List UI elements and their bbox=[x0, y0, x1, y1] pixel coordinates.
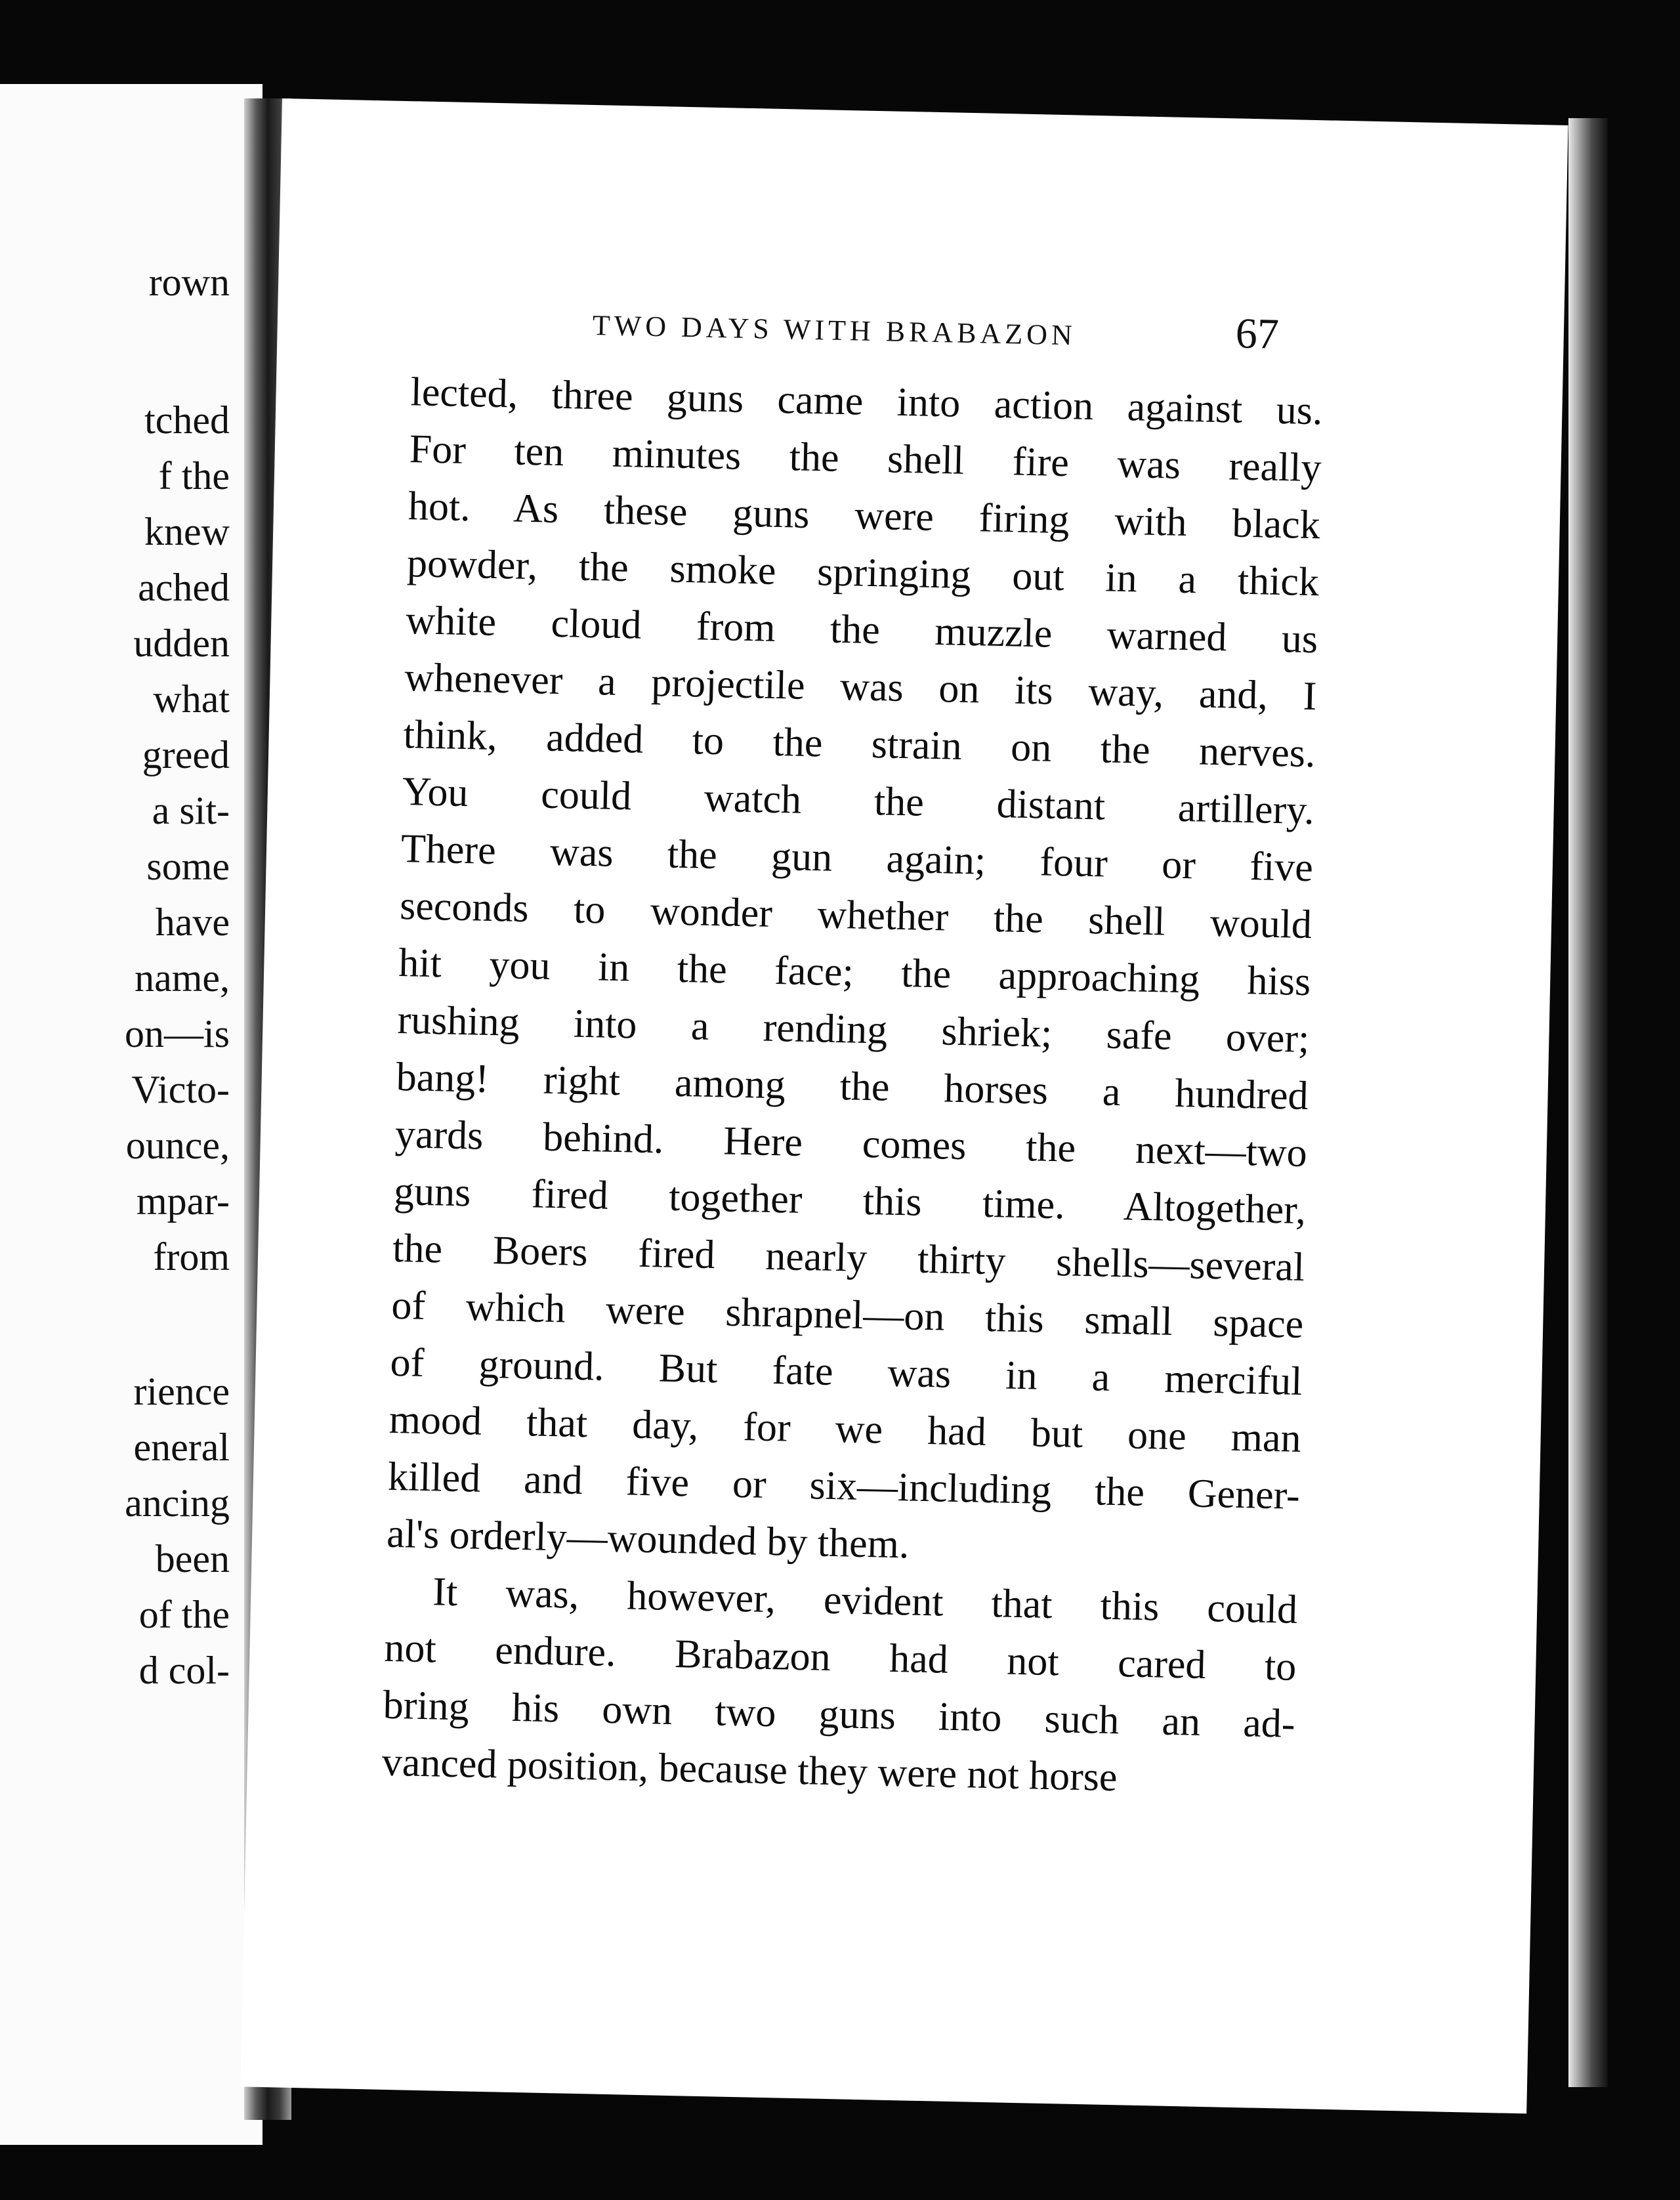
left-page-line: ounce, bbox=[125, 1124, 230, 1167]
text-line: vanced position, because they were not horse bbox=[381, 1739, 1118, 1800]
left-page-line: greed bbox=[142, 733, 230, 776]
text-line: bang! right among the horses a hundred bbox=[396, 1054, 1309, 1119]
text-line: guns fired together this time. Altogether, bbox=[393, 1168, 1307, 1233]
left-page-line: of the bbox=[138, 1593, 230, 1636]
left-page-line: rience bbox=[133, 1370, 230, 1413]
text-line: lected, three guns came into action against us. bbox=[410, 370, 1324, 434]
text-line: think, added to the strain on the nerves. bbox=[403, 712, 1316, 776]
text-line: rushing into a rending shriek; safe over; bbox=[396, 997, 1311, 1062]
left-page-line: d col- bbox=[138, 1649, 230, 1692]
text-line: the Boers fired nearly thirty shells—several bbox=[392, 1225, 1305, 1290]
page-edge bbox=[1568, 118, 1608, 2087]
text-line: There was the gun again; four or five bbox=[400, 826, 1314, 891]
left-page-line: been bbox=[155, 1537, 230, 1580]
text-line: seconds to wonder whether the shell would bbox=[399, 883, 1312, 948]
text-line: bring his own two guns into such an ad- bbox=[383, 1682, 1296, 1746]
text-line: of which were shrapnel—on this small space bbox=[390, 1282, 1304, 1347]
left-page bbox=[0, 84, 262, 2145]
text-line: white cloud from the muzzle warned us bbox=[405, 598, 1318, 662]
body-text bbox=[381, 364, 1323, 1810]
text-line: You could watch the distant artillery. bbox=[402, 769, 1315, 834]
text-line: killed and five or six—including the Gener- bbox=[387, 1454, 1301, 1518]
left-page-line: some bbox=[146, 845, 230, 888]
running-head: TWO DAYS WITH BRABAZON bbox=[592, 308, 1077, 352]
paragraph-2 bbox=[381, 1563, 1298, 1810]
text-line: not endure. Brabazon had not cared to bbox=[383, 1625, 1297, 1689]
left-page-line: from bbox=[153, 1235, 230, 1279]
text-line: hit you in the face; the approaching hiss bbox=[398, 941, 1311, 1005]
left-page-line: f the bbox=[158, 454, 230, 497]
text-line: mood that day, for we had but one man bbox=[388, 1397, 1302, 1461]
left-page-line: name, bbox=[135, 956, 230, 1000]
left-page-line: udden bbox=[133, 622, 230, 665]
text-line: of ground. But fate was in a merciful bbox=[389, 1340, 1303, 1404]
left-page-line: a sit- bbox=[152, 789, 230, 832]
left-page-line: what bbox=[153, 677, 230, 721]
left-page-line: tched bbox=[144, 398, 230, 442]
text-line: al's orderly—wounded by them. bbox=[386, 1511, 910, 1567]
text-line: It was, however, evident that this could bbox=[432, 1569, 1298, 1632]
left-page-line: ached bbox=[138, 566, 230, 609]
text-line: powder, the smoke springing out in a thick bbox=[406, 541, 1320, 605]
right-page bbox=[241, 98, 1568, 2113]
left-page-line: Victo- bbox=[131, 1068, 230, 1111]
left-page-line: ancing bbox=[125, 1481, 230, 1525]
text-line: hot. As these guns were firing with black bbox=[408, 484, 1321, 548]
page-number: 67 bbox=[1235, 309, 1280, 358]
left-page-line: knew bbox=[144, 510, 230, 553]
left-page-line: have bbox=[155, 900, 230, 944]
text-line: For ten minutes the shell fire was really bbox=[409, 427, 1322, 491]
left-page-line: rown bbox=[148, 261, 230, 304]
left-page-line: eneral bbox=[133, 1426, 230, 1469]
text-line: yards behind. Here comes the next—two bbox=[394, 1111, 1308, 1176]
paragraph-1 bbox=[386, 364, 1323, 1582]
text-line: whenever a projectile was on its way, and, I bbox=[404, 655, 1317, 719]
left-page-line: mpar- bbox=[136, 1179, 230, 1223]
left-page-line: on—is bbox=[124, 1012, 230, 1055]
